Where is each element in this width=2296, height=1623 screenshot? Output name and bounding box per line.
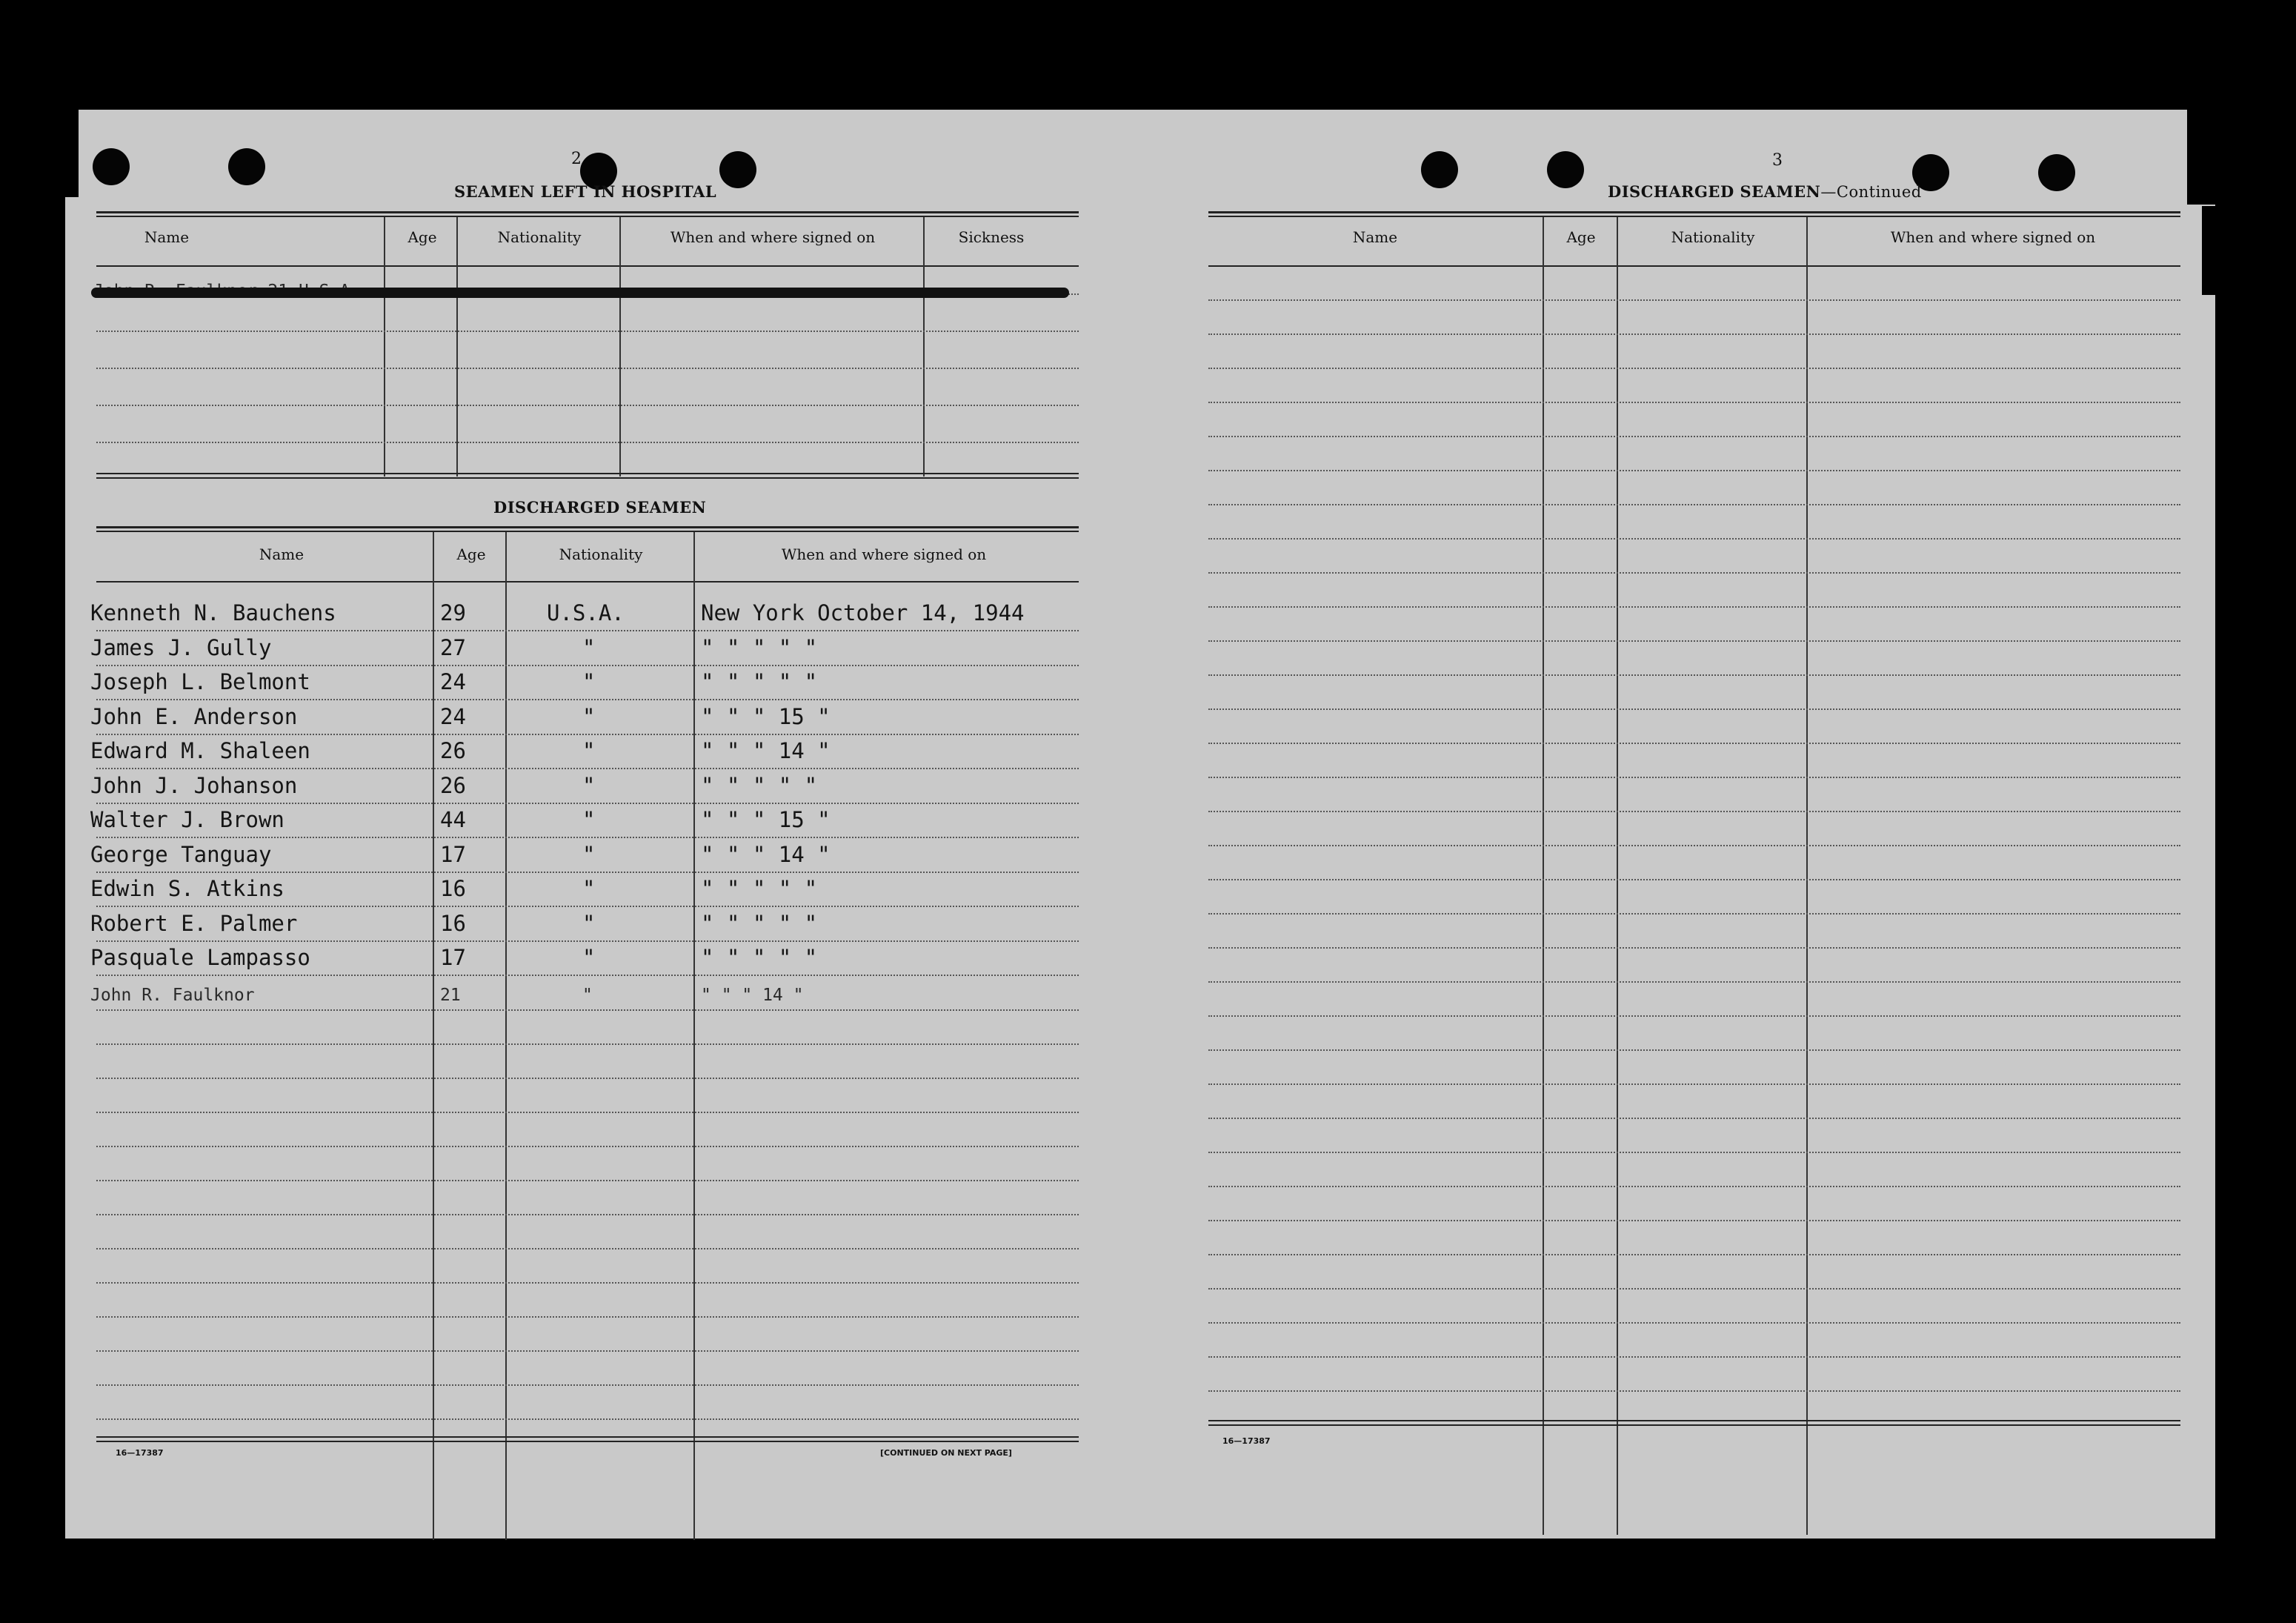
strikethrough-mark (91, 288, 1069, 298)
seaman-nationality: " (582, 669, 596, 694)
section-title-suffix: —Continued (1820, 183, 1922, 201)
seaman-age: 26 (440, 738, 466, 763)
seaman-age: 24 (440, 703, 466, 729)
signed-on-info: " " " " " (701, 669, 818, 694)
column-header-signed-on: When and where signed on (1890, 228, 2096, 246)
page-number: 2 (571, 150, 582, 168)
column-header-nationality: Nationality (559, 545, 643, 563)
seaman-name: George Tanguay (90, 841, 272, 867)
page-number: 3 (1772, 151, 1783, 170)
seaman-age: 16 (440, 910, 466, 936)
seaman-age: 17 (440, 945, 466, 970)
continued-section-title (1608, 182, 1922, 201)
seaman-nationality: " (582, 738, 596, 763)
seaman-age: 29 (440, 600, 466, 625)
column-header-sickness: Sickness (958, 228, 1025, 246)
column-header-age: Age (456, 545, 486, 563)
seaman-nationality: " (582, 841, 596, 867)
document-sheet (65, 110, 2215, 1539)
seaman-nationality: U.S.A. (547, 600, 625, 625)
column-header-signed-on: When and where signed on (781, 545, 987, 563)
seaman-name: John J. Johanson (90, 772, 298, 798)
seaman-age: 27 (440, 634, 466, 660)
discharged-section-title: DISCHARGED SEAMEN (493, 498, 707, 517)
signed-on-info: " " " " " (701, 876, 818, 901)
signed-on-info: " " " " " (701, 910, 818, 936)
seaman-name: Pasquale Lampasso (90, 945, 310, 970)
seaman-name: Robert E. Palmer (90, 910, 298, 936)
signed-on-info: " " " " " (701, 945, 818, 970)
seaman-name: Edwin S. Atkins (90, 876, 284, 901)
seaman-age: 24 (440, 669, 466, 694)
form-number: 16—17387 (116, 1448, 164, 1458)
seaman-age: 16 (440, 876, 466, 901)
column-header-signed-on: When and where signed on (670, 228, 876, 246)
seaman-name: John R. Faulknor (90, 985, 255, 1005)
continued-note: [CONTINUED ON NEXT PAGE] (880, 1448, 1012, 1458)
seaman-age: 44 (440, 807, 466, 832)
signed-on-info: " " " 14 " (701, 841, 831, 867)
column-header-name: Name (1352, 228, 1398, 246)
seaman-name: Kenneth N. Bauchens (90, 600, 336, 625)
seaman-age: 26 (440, 772, 466, 798)
seaman-name: James J. Gully (90, 634, 272, 660)
seaman-nationality: " (582, 772, 596, 798)
column-header-age: Age (1566, 228, 1596, 246)
seaman-nationality: " (582, 876, 596, 901)
seaman-nationality: " (582, 945, 596, 970)
seaman-age: 21 (440, 985, 461, 1005)
signed-on-info: " " " " " (701, 634, 818, 660)
column-header-nationality: Nationality (497, 228, 582, 246)
signed-on-info: New York October 14, 1944 (701, 600, 1025, 625)
signed-on-info: " " " 15 " (701, 703, 831, 729)
column-header-nationality: Nationality (1671, 228, 1755, 246)
seaman-nationality: " (582, 634, 596, 660)
signed-on-info: " " " " " (701, 772, 818, 798)
right-page (1139, 110, 2215, 1539)
form-number: 16—17387 (1222, 1436, 1271, 1446)
seaman-nationality: " (582, 985, 593, 1005)
seaman-nationality: " (582, 703, 596, 729)
seaman-name: Walter J. Brown (90, 807, 284, 832)
seaman-name: John E. Anderson (90, 703, 298, 729)
left-page (65, 110, 1139, 1539)
seaman-name: Joseph L. Belmont (90, 669, 310, 694)
seaman-nationality: " (582, 807, 596, 832)
column-header-age: Age (407, 228, 437, 246)
seaman-age: 17 (440, 841, 466, 867)
section-title: DISCHARGED SEAMEN (1608, 182, 1821, 201)
signed-on-info: " " " 14 " (701, 985, 804, 1005)
column-header-name: Name (259, 545, 305, 563)
hospital-section-title: SEAMEN LEFT IN HOSPITAL (454, 182, 717, 201)
seaman-nationality: " (582, 910, 596, 936)
signed-on-info: " " " 15 " (701, 807, 831, 832)
seaman-name: Edward M. Shaleen (90, 738, 310, 763)
signed-on-info: " " " 14 " (701, 738, 831, 763)
column-header-name: Name (144, 228, 190, 246)
